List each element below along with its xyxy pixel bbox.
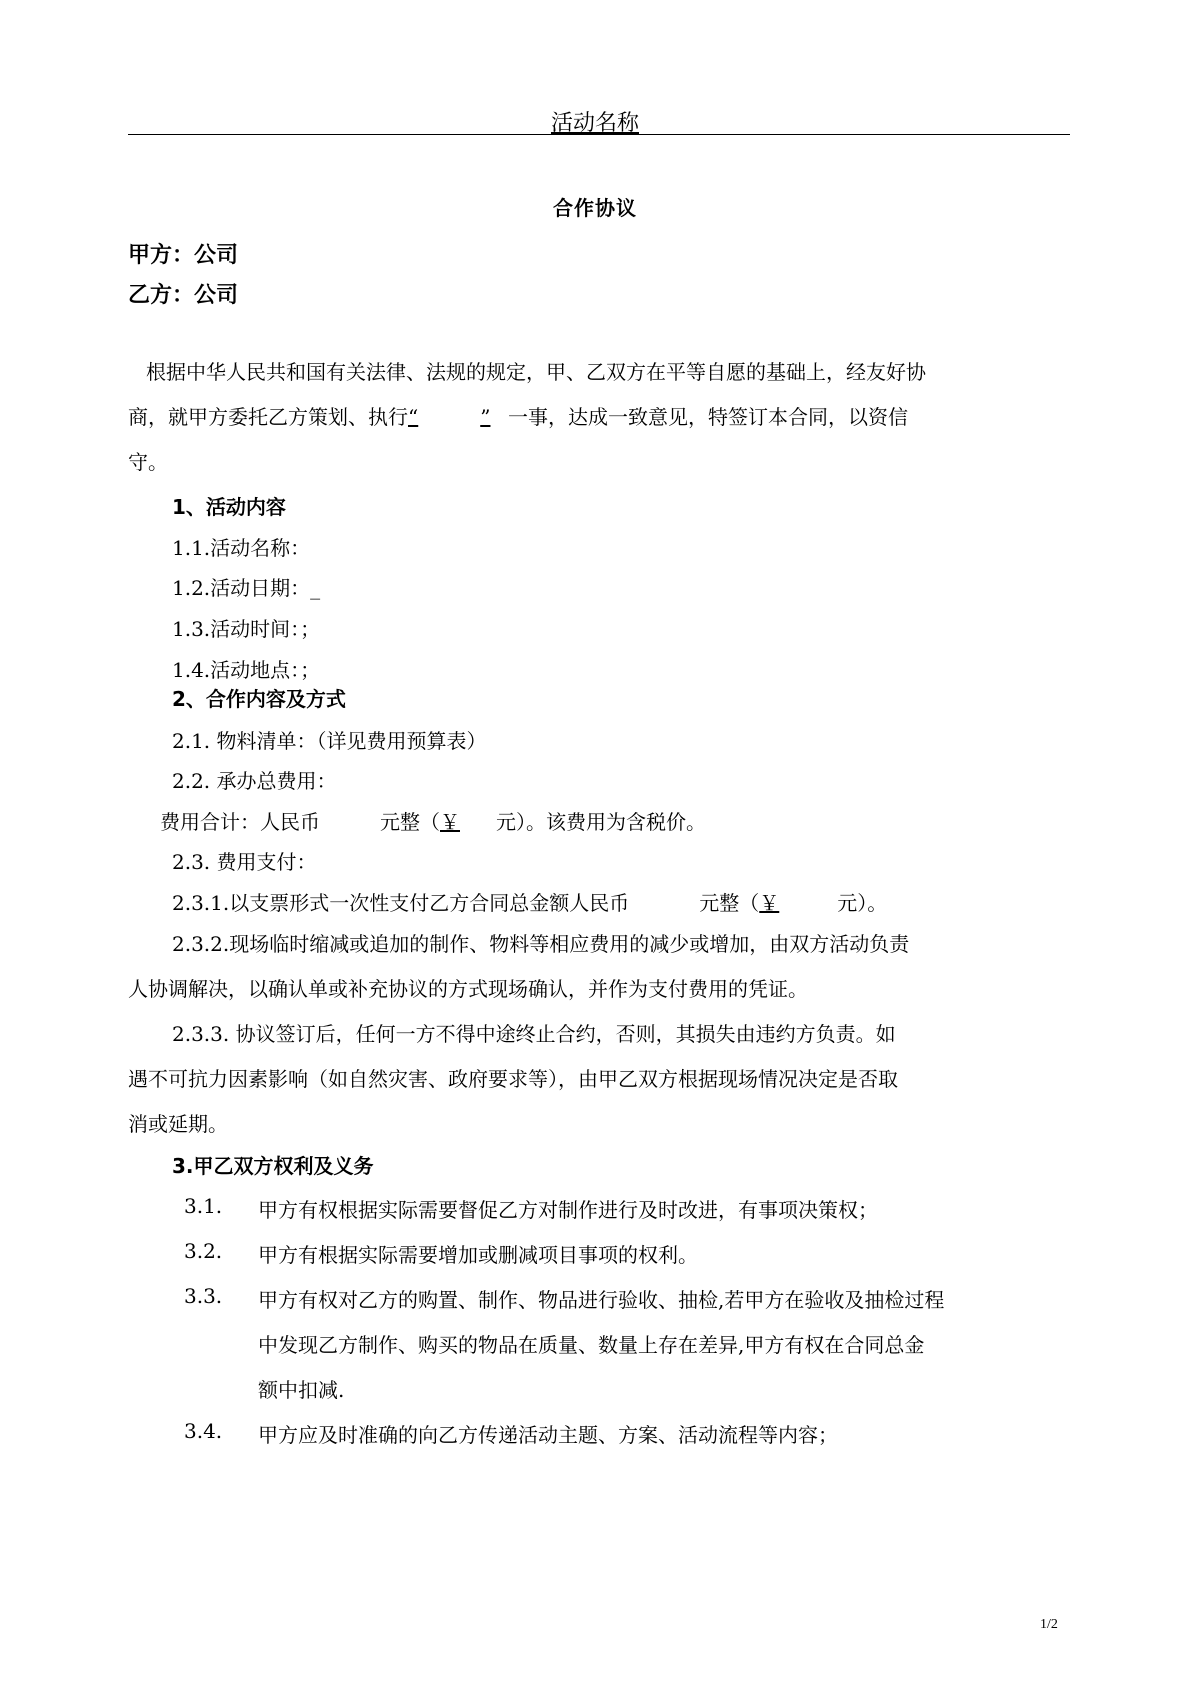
- item-2-3-1: [172, 887, 887, 916]
- document-title: 合作协议: [553, 196, 637, 220]
- item-2-2: 2.2. 承办总费用：: [172, 769, 337, 793]
- party-a: 甲方：公司: [128, 243, 239, 268]
- payment-unit: 元整（: [699, 891, 760, 915]
- section-3-heading: 3.甲乙双方权利及义务: [172, 1154, 374, 1178]
- item-3-1-text: 甲方有权根据实际需要督促乙方对制作进行及时改进，有事项决策权；: [258, 1198, 878, 1222]
- item-3-4-text: 甲方应及时准确的向乙方传递活动主题、方案、活动流程等内容；: [258, 1423, 838, 1447]
- section-2-heading: 2、合作内容及方式: [172, 687, 346, 711]
- item-3-2-number: 3.2.: [184, 1239, 223, 1263]
- item-2-3-3-line-1: 2.3.3. 协议签订后，任何一方不得中途终止合约，否则，其损失由违约方负责。如: [172, 1022, 896, 1046]
- party-b: 乙方：公司: [128, 283, 239, 308]
- quote-open: “: [408, 405, 419, 429]
- fee-note: 元）。该费用为含税价。: [496, 810, 706, 834]
- project-name-blank: [408, 405, 508, 429]
- item-3-1-number: 3.1.: [184, 1194, 223, 1218]
- header-rule: [128, 134, 1070, 135]
- item-2-1: 2.1. 物料清单：（详见费用预算表）: [172, 729, 487, 753]
- item-1-3: 1.3.活动时间：；: [172, 617, 321, 641]
- payment-amount-blank: [759, 887, 837, 916]
- item-3-3-number: 3.3.: [184, 1284, 223, 1308]
- fee-label: 费用合计：人民币: [160, 810, 320, 834]
- section-1-heading: 1、活动内容: [172, 495, 286, 519]
- item-3-4-number: 3.4.: [184, 1419, 223, 1443]
- payment-close: 元）。: [837, 891, 888, 915]
- intro-line-3: 守。: [128, 450, 168, 474]
- intro-line-1: 根据中华人民共和国有关法律、法规的规定，甲、乙双方在平等自愿的基础上，经友好协: [146, 360, 926, 384]
- item-3-2-text: 甲方有根据实际需要增加或删减项目事项的权利。: [258, 1243, 698, 1267]
- item-3-3-text-line-1: 甲方有权对乙方的购置、制作、物品进行验收、抽检,若甲方在验收及抽检过程: [258, 1288, 945, 1312]
- yen-sign: ￥: [759, 891, 780, 915]
- header-title: 活动名称: [550, 111, 639, 136]
- fee-unit: 元整（: [380, 810, 440, 834]
- payment-text: 2.3.1.以支票形式一次性支付乙方合同总金额人民币: [172, 891, 630, 915]
- fee-amount-blank: [440, 806, 496, 835]
- item-2-3: 2.3. 费用支付：: [172, 850, 317, 874]
- fee-total: [160, 806, 706, 835]
- item-2-3-3-line-2: 遇不可抗力因素影响（如自然灾害、政府要求等），由甲乙双方根据现场情况决定是否取: [128, 1067, 898, 1091]
- item-3-3-text-line-2: 中发现乙方制作、购买的物品在质量、数量上存在差异,甲方有权在合同总金: [258, 1333, 925, 1357]
- page-number: 1/2: [1040, 1617, 1058, 1632]
- intro-line-2: [128, 401, 908, 430]
- item-1-2: 1.2.活动日期：_: [172, 576, 321, 600]
- item-2-3-3-line-3: 消或延期。: [128, 1112, 228, 1136]
- intro-text-a: 商，就甲方委托乙方策划、执行: [128, 405, 408, 429]
- item-1-4: 1.4.活动地点：；: [172, 658, 321, 682]
- yen-sign: ￥: [440, 810, 460, 834]
- item-2-3-2-line-1: 2.3.2.现场临时缩减或追加的制作、物料等相应费用的减少或增加，由双方活动负责: [172, 932, 910, 956]
- intro-text-b: 一事，达成一致意见，特签订本合同，以资信: [508, 405, 908, 429]
- quote-close: ”: [480, 405, 491, 429]
- item-3-3-text-line-3: 额中扣减.: [258, 1378, 345, 1402]
- item-2-3-2-line-2: 人协调解决，以确认单或补充协议的方式现场确认，并作为支付费用的凭证。: [128, 977, 808, 1001]
- item-1-1: 1.1.活动名称：: [172, 536, 311, 560]
